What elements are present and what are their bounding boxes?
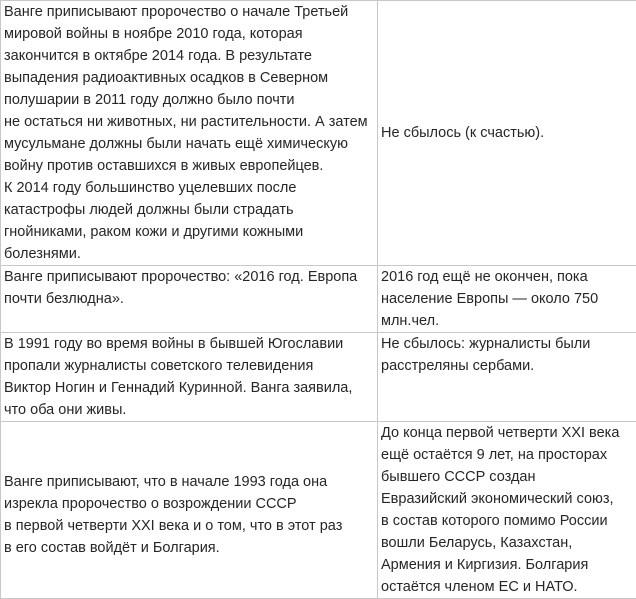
prophecy-cell [1, 333, 378, 422]
prophecy-text: Ванге приписывают, что в начале 1993 года она изрекла пророчество о возрождении СССР в первой четверти XXI века и о том, что в этот раз в его состав войдёт и Болгария. [4, 461, 374, 559]
result-cell [378, 333, 636, 422]
result-text: Не сбылось (к счастью). [381, 122, 636, 144]
prophecy-cell [1, 1, 378, 266]
result-text: Не сбылось: журналисты были расстреляны сербами. [381, 333, 636, 377]
result-text: До конца первой четверти XXI века ещё остаётся 9 лет, на просторах бывшего СССР создан Евразийский экономический союз, в состав которого помимо России вошли Беларусь, Казахстан, Армения и Киргизия. Болгария остаётся членом ЕС и НАТО. [381, 422, 636, 598]
prophecy-cell [1, 266, 378, 333]
table-row [1, 1, 636, 266]
prophecy-text: Ванге приписывают пророчество о начале Третьей мировой войны в ноябре 2010 года, которая закончится в октябре 2014 года. В результате выпадения радиоактивных осадков в Северном полушарии в 2011 году должно было почти не остаться ни животных, ни растительности. А затем мусульмане должны были начать ещё химическую войну против оставшихся в живых европейцев. К 2014 году большинство уцелевших после катастрофы людей должны были страдать гнойниками, раком кожи и другими кожными болезнями. [4, 1, 374, 265]
result-cell [378, 1, 636, 266]
prophecy-text: Ванге приписывают пророчество: «2016 год. Европа почти безлюдна». [4, 266, 374, 310]
prophecy-text: В 1991 году во время войны в бывшей Югославии пропали журналисты советского телевидения Виктор Ногин и Геннадий Куринной. Ванга заявила, что оба они живы. [4, 333, 374, 421]
result-cell [378, 266, 636, 333]
table-row [1, 266, 636, 333]
table-row [1, 333, 636, 422]
result-text: 2016 год ещё не окончен, пока население Европы — около 750 млн.чел. [381, 266, 636, 332]
